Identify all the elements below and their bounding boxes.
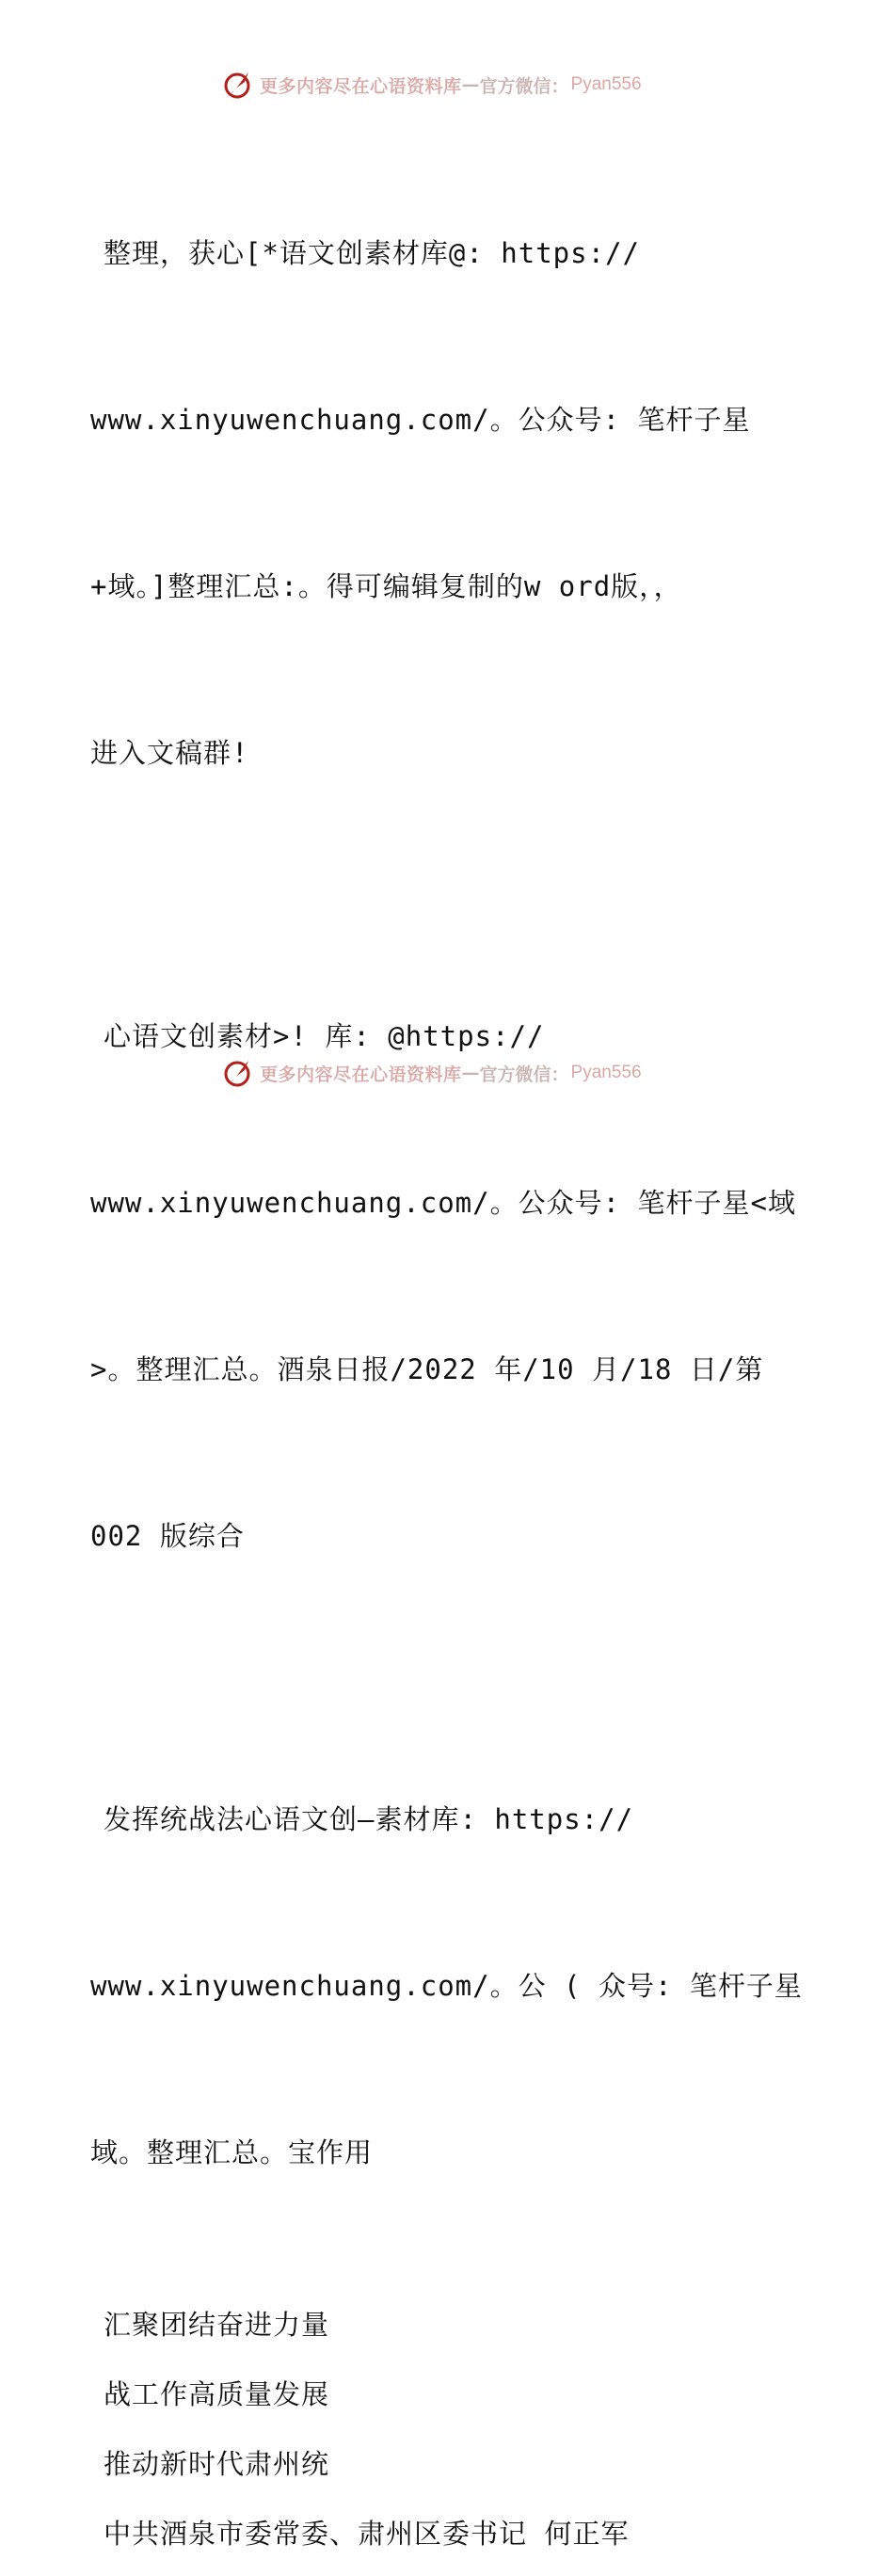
banner-dash: —	[461, 74, 480, 95]
paragraph	[90, 898, 824, 1675]
paragraph-line: 进入文稿群!	[90, 737, 249, 769]
paragraph-line: +域。]整理汇总:。得可编辑复制的w ord版，，	[90, 570, 682, 602]
paragraph-line: www.xinyuwenchuang.com/。公 ( 众号: 笔杆子星	[90, 1970, 803, 2002]
banner-colon: ：	[551, 75, 569, 97]
headline-line: 汇聚团结奋进力量	[104, 2309, 330, 2341]
paragraph-line: 002 版综合	[90, 1520, 245, 1552]
paragraph-line: www.xinyuwenchuang.com/。公众号: 笔杆子星<域	[90, 1187, 796, 1219]
paragraph	[90, 115, 824, 892]
headline-line: 推动新时代肃州统	[104, 2448, 330, 2480]
paragraph	[90, 1681, 824, 2292]
footer-banner	[222, 1056, 674, 1090]
banner-sub-text: 官方微信	[479, 75, 551, 97]
banner-dash: —	[461, 1063, 480, 1083]
headline-line: 战工作高质量发展	[104, 2378, 330, 2410]
banner-sub-text: 官方微信	[479, 1064, 551, 1085]
author-byline: 中共酒泉市委常委、肃州区委书记 何正军	[104, 2518, 630, 2550]
header-banner	[222, 68, 674, 102]
quill-pen-logo-icon	[222, 69, 254, 101]
banner-colon: ：	[551, 1064, 569, 1085]
banner-wechat-id: Pyan556	[570, 74, 642, 94]
paragraph-line: 域。整理汇总。宝作用	[90, 2136, 374, 2168]
paragraph-line: >。整理汇总。酒泉日报/2022 年/10 月/18 日/第	[90, 1353, 764, 1385]
banner-main-text: 更多内容尽在心语资料库	[260, 75, 462, 97]
document-body	[90, 115, 824, 2576]
paragraph-line: 整理，获心[*语文创素材库@: https://	[104, 237, 640, 269]
banner-wechat-id: Pyan556	[570, 1063, 642, 1082]
paragraph-line: www.xinyuwenchuang.com/。公众号: 笔杆子星	[90, 404, 751, 436]
banner-main-text: 更多内容尽在心语资料库	[260, 1064, 462, 1085]
paragraph-line: 发挥统战法心语文创—素材库: https://	[104, 1803, 634, 1835]
quill-pen-logo-icon	[222, 1057, 254, 1089]
paragraph-line: 心语文创素材>! 库: @https://	[104, 1020, 545, 1052]
